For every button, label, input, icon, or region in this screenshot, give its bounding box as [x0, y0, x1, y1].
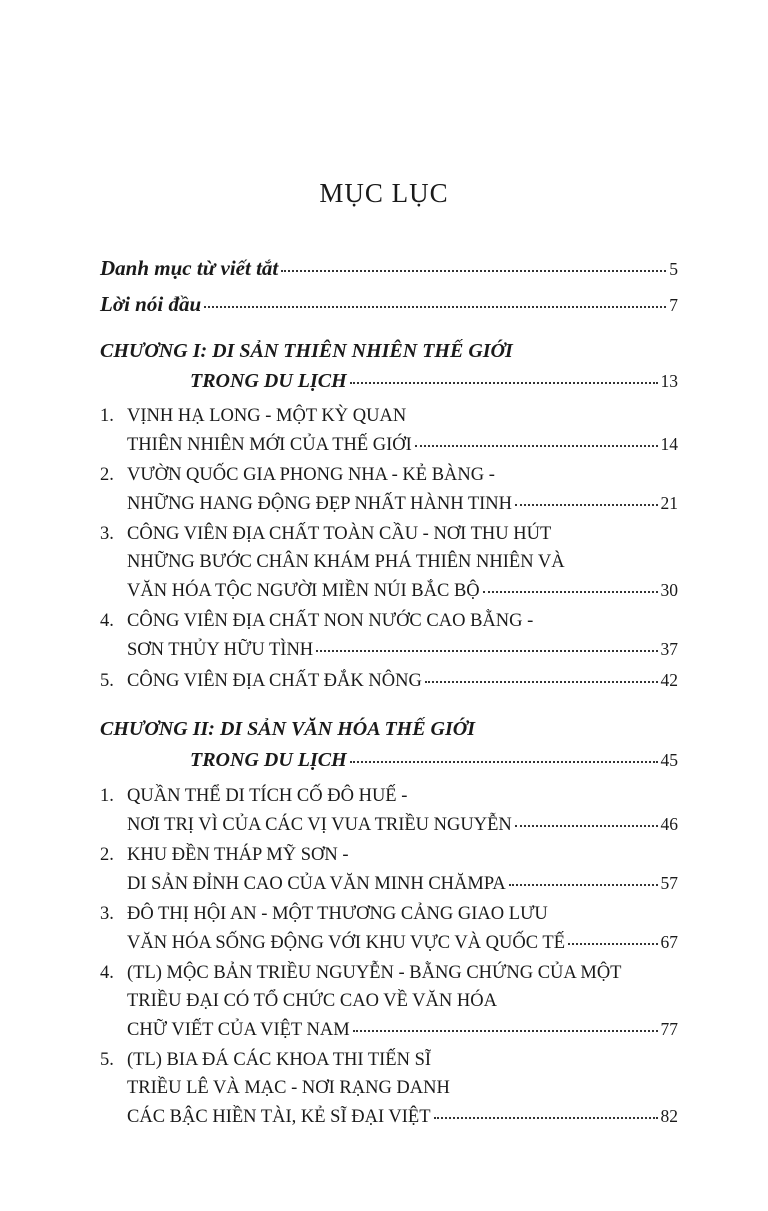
page-number: 46	[660, 814, 678, 834]
entry-label: TRONG DU LỊCH	[190, 749, 347, 771]
leader-dots	[568, 943, 658, 945]
toc-item[interactable]	[100, 611, 678, 632]
entry-label: THIÊN NHIÊN MỚI CỦA THẾ GIỚI	[127, 435, 412, 455]
toc-item-cont[interactable]	[100, 991, 678, 1012]
page-title: MỤC LỤC	[319, 178, 449, 208]
toc-item[interactable]	[100, 904, 678, 925]
entry-label: QUẦN THỂ DI TÍCH CỐ ĐÔ HUẾ -	[127, 786, 408, 806]
leader-dots	[509, 884, 658, 886]
entry-label: CÔNG VIÊN ĐỊA CHẤT ĐẮK NÔNG	[127, 671, 422, 691]
entry-label: CÁC BẬC HIỀN TÀI, KẺ SĨ ĐẠI VIỆT	[127, 1107, 431, 1127]
leader-dots	[204, 306, 666, 308]
entry-label: KHU ĐỀN THÁP MỸ SƠN -	[127, 845, 349, 865]
entry-label: (TL) BIA ĐÁ CÁC KHOA THI TIẾN SĨ	[127, 1050, 432, 1070]
item-number: 5.	[100, 1050, 114, 1070]
entry-label: VĂN HÓA TỘC NGƯỜI MIỀN NÚI BẮC BỘ	[127, 581, 480, 601]
entry-label: TRONG DU LỊCH	[190, 370, 347, 392]
toc-item-cont[interactable]	[100, 493, 678, 515]
entry-label: TRIỀU ĐẠI CÓ TỔ CHỨC CAO VỀ VĂN HÓA	[127, 991, 497, 1011]
toc-item-cont[interactable]	[100, 1019, 678, 1041]
page-number: 57	[660, 873, 678, 893]
item-number: 3.	[100, 904, 114, 924]
entry-label: CÔNG VIÊN ĐỊA CHẤT NON NƯỚC CAO BẰNG -	[127, 611, 534, 631]
toc-item-cont[interactable]	[100, 1106, 678, 1128]
page-number: 7	[669, 295, 678, 315]
chapter-1-heading-cont[interactable]	[190, 370, 678, 393]
toc-item-cont[interactable]	[100, 932, 678, 954]
chapter-2-heading[interactable]: CHƯƠNG II: DI SẢN VĂN HÓA THẾ GIỚI	[100, 718, 476, 740]
page-number: 67	[660, 932, 678, 952]
leader-dots	[350, 761, 658, 763]
toc-item[interactable]	[100, 670, 678, 692]
toc-item-cont[interactable]	[100, 639, 678, 661]
entry-label: SƠN THỦY HỮU TÌNH	[127, 640, 314, 660]
item-number: 3.	[100, 524, 114, 544]
leader-dots	[353, 1030, 658, 1032]
toc-entry-abbreviations[interactable]	[100, 256, 678, 281]
entry-label: VƯỜN QUỐC GIA PHONG NHA - KẺ BÀNG -	[127, 465, 495, 485]
entry-label: Lời nói đầu	[100, 292, 202, 316]
toc-entry-preface[interactable]	[100, 292, 678, 317]
page-number: 82	[660, 1106, 678, 1126]
toc-item-cont[interactable]	[100, 1078, 678, 1099]
page-number: 5	[669, 259, 678, 279]
toc-item[interactable]	[100, 786, 678, 807]
item-number: 5.	[100, 671, 114, 691]
toc-item-cont[interactable]	[100, 873, 678, 895]
entry-label: NHỮNG HANG ĐỘNG ĐẸP NHẤT HÀNH TINH	[127, 494, 513, 514]
leader-dots	[434, 1117, 658, 1119]
leader-dots	[415, 445, 658, 447]
entry-label: NƠI TRỊ VÌ CỦA CÁC VỊ VUA TRIỀU NGUYỄN	[127, 815, 512, 835]
item-number: 1.	[100, 406, 114, 426]
page-number: 37	[660, 639, 678, 659]
entry-label: TRIỀU LÊ VÀ MẠC - NƠI RẠNG DANH	[127, 1078, 450, 1098]
entry-label: Danh mục từ viết tắt	[100, 256, 279, 280]
toc-item[interactable]	[100, 1050, 678, 1071]
toc-item-cont[interactable]	[100, 434, 678, 456]
leader-dots	[316, 650, 657, 652]
toc-item[interactable]	[100, 845, 678, 866]
item-number: 1.	[100, 786, 114, 806]
toc-item[interactable]	[100, 465, 678, 486]
entry-label: CHỮ VIẾT CỦA VIỆT NAM	[127, 1020, 350, 1040]
toc-item[interactable]	[100, 963, 678, 984]
item-number: 4.	[100, 611, 114, 631]
toc-item[interactable]	[100, 524, 678, 545]
page-number: 45	[660, 750, 678, 770]
page-number: 13	[660, 371, 678, 391]
leader-dots	[350, 382, 658, 384]
item-number: 2.	[100, 465, 114, 485]
toc-item-cont[interactable]	[100, 580, 678, 602]
toc-item[interactable]	[100, 406, 678, 427]
leader-dots	[515, 504, 657, 506]
entry-label: VĂN HÓA SỐNG ĐỘNG VỚI KHU VỰC VÀ QUỐC TẾ	[127, 933, 565, 953]
page-number: 21	[660, 493, 678, 513]
page-number: 30	[660, 580, 678, 600]
toc-item-cont[interactable]	[100, 552, 678, 573]
page-number: 77	[660, 1019, 678, 1039]
entry-label: NHỮNG BƯỚC CHÂN KHÁM PHÁ THIÊN NHIÊN VÀ	[127, 552, 565, 572]
leader-dots	[425, 681, 658, 683]
leader-dots	[515, 825, 658, 827]
entry-label: (TL) MỘC BẢN TRIỀU NGUYỄN - BẰNG CHỨNG CỦA MỘT	[127, 963, 622, 983]
item-number: 4.	[100, 963, 114, 983]
page-number: 14	[660, 434, 678, 454]
entry-label: CÔNG VIÊN ĐỊA CHẤT TOÀN CẦU - NƠI THU HÚT	[127, 524, 552, 544]
page-number: 42	[660, 670, 678, 690]
leader-dots	[483, 591, 658, 593]
chapter-2-heading-cont[interactable]	[190, 749, 678, 772]
entry-label: ĐÔ THỊ HỘI AN - MỘT THƯƠNG CẢNG GIAO LƯU	[127, 904, 548, 924]
chapter-1-heading[interactable]: CHƯƠNG I: DI SẢN THIÊN NHIÊN THẾ GIỚI	[100, 340, 513, 362]
entry-label: VỊNH HẠ LONG - MỘT KỲ QUAN	[127, 406, 407, 426]
leader-dots	[281, 270, 666, 272]
toc-item-cont[interactable]	[100, 814, 678, 836]
entry-label: DI SẢN ĐỈNH CAO CỦA VĂN MINH CHĂMPA	[127, 874, 506, 894]
item-number: 2.	[100, 845, 114, 865]
